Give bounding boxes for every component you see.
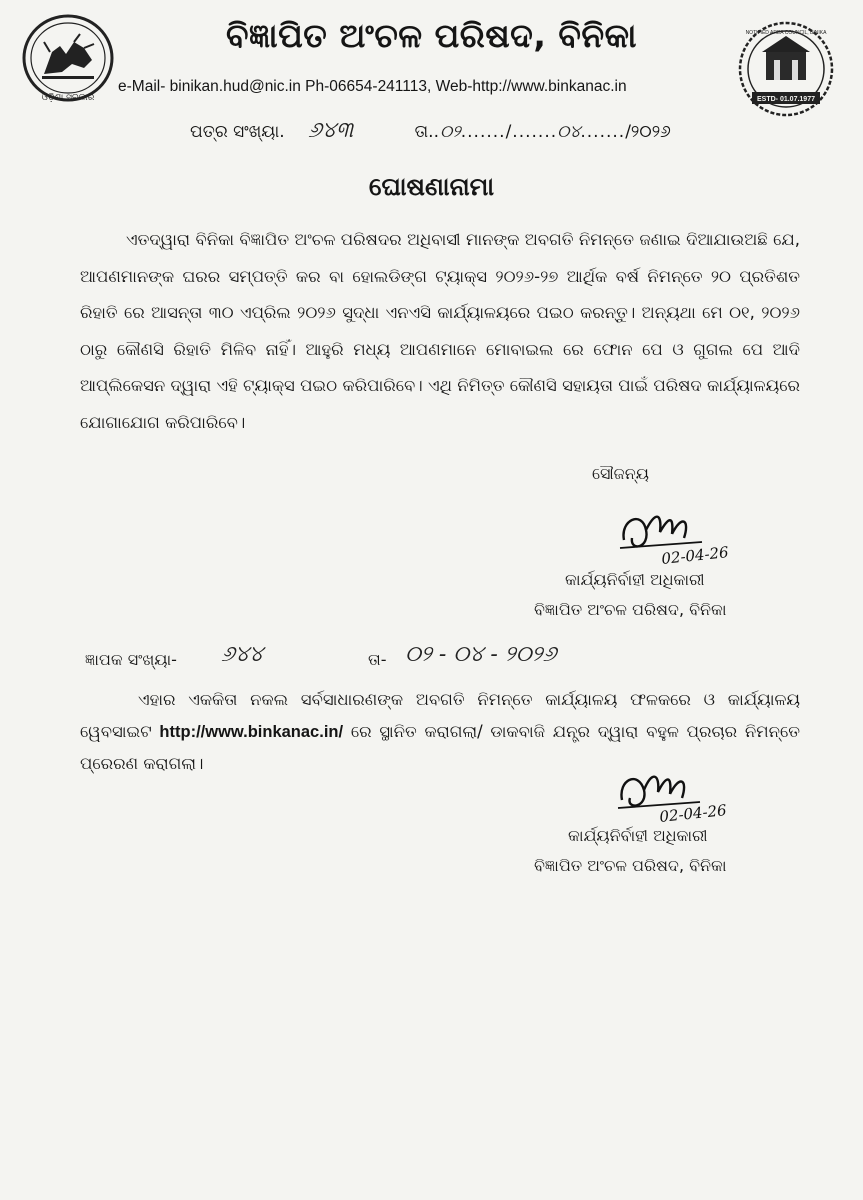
memo-body-text: ଏହାର ଏକକିତା ନକଲ ସର୍ବସାଧାରଣଙ୍କ ଅବଗତି ନିମନ୍ତେ କାର୍ଯ୍ୟାଳୟ ଫଳକରେ ଓ କାର୍ଯ୍ୟାଳୟ ୱେବସାଇଟ [80,690,800,741]
nac-seal-logo [730,20,842,118]
signature-date-1: 02-04-26 [660,543,730,568]
seal-ring-text: NOTIFIED AREA COUNCIL, BINIKA [745,30,827,36]
officer-signature [612,500,752,570]
notice-body: ଏତଦ୍ୱାରା ବିନିକା ବିଜ୍ଞାପିତ ଅଂଚଳ ପରିଷଦର ଅଧିବାସୀ ମାନଙ୍କ ଅବଗତି ନିମନ୍ତେ ଜଣାଇ ଦିଆଯାଉଅଛି ଯେ, ଆପଣମାନଙ୍କ ଘରର ସମ୍ପତ୍ତି କର ବା ହୋଲଡିଙ୍ଗ ଟ୍ୟାକ୍ସ ୨୦୨୬-୨୭ ଆର୍ଥିକ ବର୍ଷ ନିମନ୍ତେ ୨୦ ପ୍ରତିଶତ ରିହାତି ରେ ଆସନ୍ତା ୩୦ ଏପ୍ରିଲ ୨୦୨୬ ସୁଦ୍ଧା ଏନଏସି କାର୍ଯ୍ୟାଳୟରେ ପଇଠ କରନ୍ତୁ। ଅନ୍ୟଥା ମେ ୦୧, ୨୦୨୬ ଠାରୁ କୌଣସି ରିହାତି ମିଳିବ ନାହିଁ। ଆହୁରି ମଧ୍ୟ ଆପଣମାନେ ମୋବାଇଲ ରେ ଫୋନ ପେ ଓ ଗୁଗଲ ପେ ଆଦି ଆପ୍ଲିକେସନ ଦ୍ୱାରା ଏହି ଟ୍ୟାକ୍ସ ପଇଠ କରିପାରିବେ। ଏଥି ନିମିତ୍ତ କୌଣସି ସହାୟତା ପାଇଁ ପରିଷଦ କାର୍ଯ୍ୟାଳୟରେ ଯୋଗାଯୋଗ କରିପାରିବେ। [80,230,800,432]
seal-estd-text: ESTD- 01.07.1977 [757,96,815,103]
memo-date-value: ୦୨ - ୦୪ - ୨୦୨୬ [405,642,557,667]
officer-signature-2 [608,758,758,828]
emblem-caption: ଓଡ଼ିଶା ସରକାର [41,93,95,103]
reference-line: ପତ୍ର ସଂଖ୍ୟା. ୬୪୩ ତା..୦୨......./.......୦୪......./୨୦୨୬ [190,118,671,143]
signature-date-2: 02-04-26 [658,801,728,826]
memo-no-value: ୬୪୪ [221,642,264,667]
letter-no-value: ୬୪୩ [308,118,354,143]
date-month: ୦୪ [557,122,581,142]
office-name-1: ବିଜ୍ଞାପିତ ଅଂଚଳ ପରିଷଦ, ବିନିକା [534,600,727,619]
courtesy-label: ସୌଜନ୍ୟ [592,464,649,483]
memo-body-text-end: ରେ ସ୍ଥାନିତ କରାଗଲା/ ଡାକବାଜି ଯନ୍ତ୍ର ଦ୍ୱାରା ବହୁଳ ପ୍ରଚାର ନିମନ୍ତେ ପ୍ରେରଣ କରାଗଲା। [80,722,801,773]
date-year: /୨୦୨୬ [625,122,671,142]
designation-1: କାର୍ଯ୍ୟନିର୍ବାହୀ ଅଧିକାରୀ [565,570,705,589]
date-day: ୦୨ [439,122,461,142]
contact-line: e-Mail- binikan.hud@nic.in Ph-06654-241113, Web-http://www.binkanac.in [118,78,627,95]
memo-no-label: ଜ୍ଞାପକ ସଂଖ୍ୟା- [85,650,177,669]
memo-date-label: ତା- [368,650,387,669]
website-link[interactable]: http://www.binkanac.in/ [159,723,344,741]
designation-2: କାର୍ଯ୍ୟନିର୍ବାହୀ ଅଧିକାରୀ [568,826,708,845]
memo-line [85,642,785,678]
letter-no-label: ପତ୍ର ସଂଖ୍ୟା. [190,122,285,142]
date-label: ତା. [414,122,434,142]
office-title: ବିଜ୍ଞାପିତ ଅଂଚଳ ପରିଷଦ, ବିନିକା [225,16,638,55]
office-name-2: ବିଜ୍ଞାପିତ ଅଂଚଳ ପରିଷଦ, ବିନିକା [534,856,727,875]
notice-heading: ଘୋଷଣାନାମା [368,172,495,201]
